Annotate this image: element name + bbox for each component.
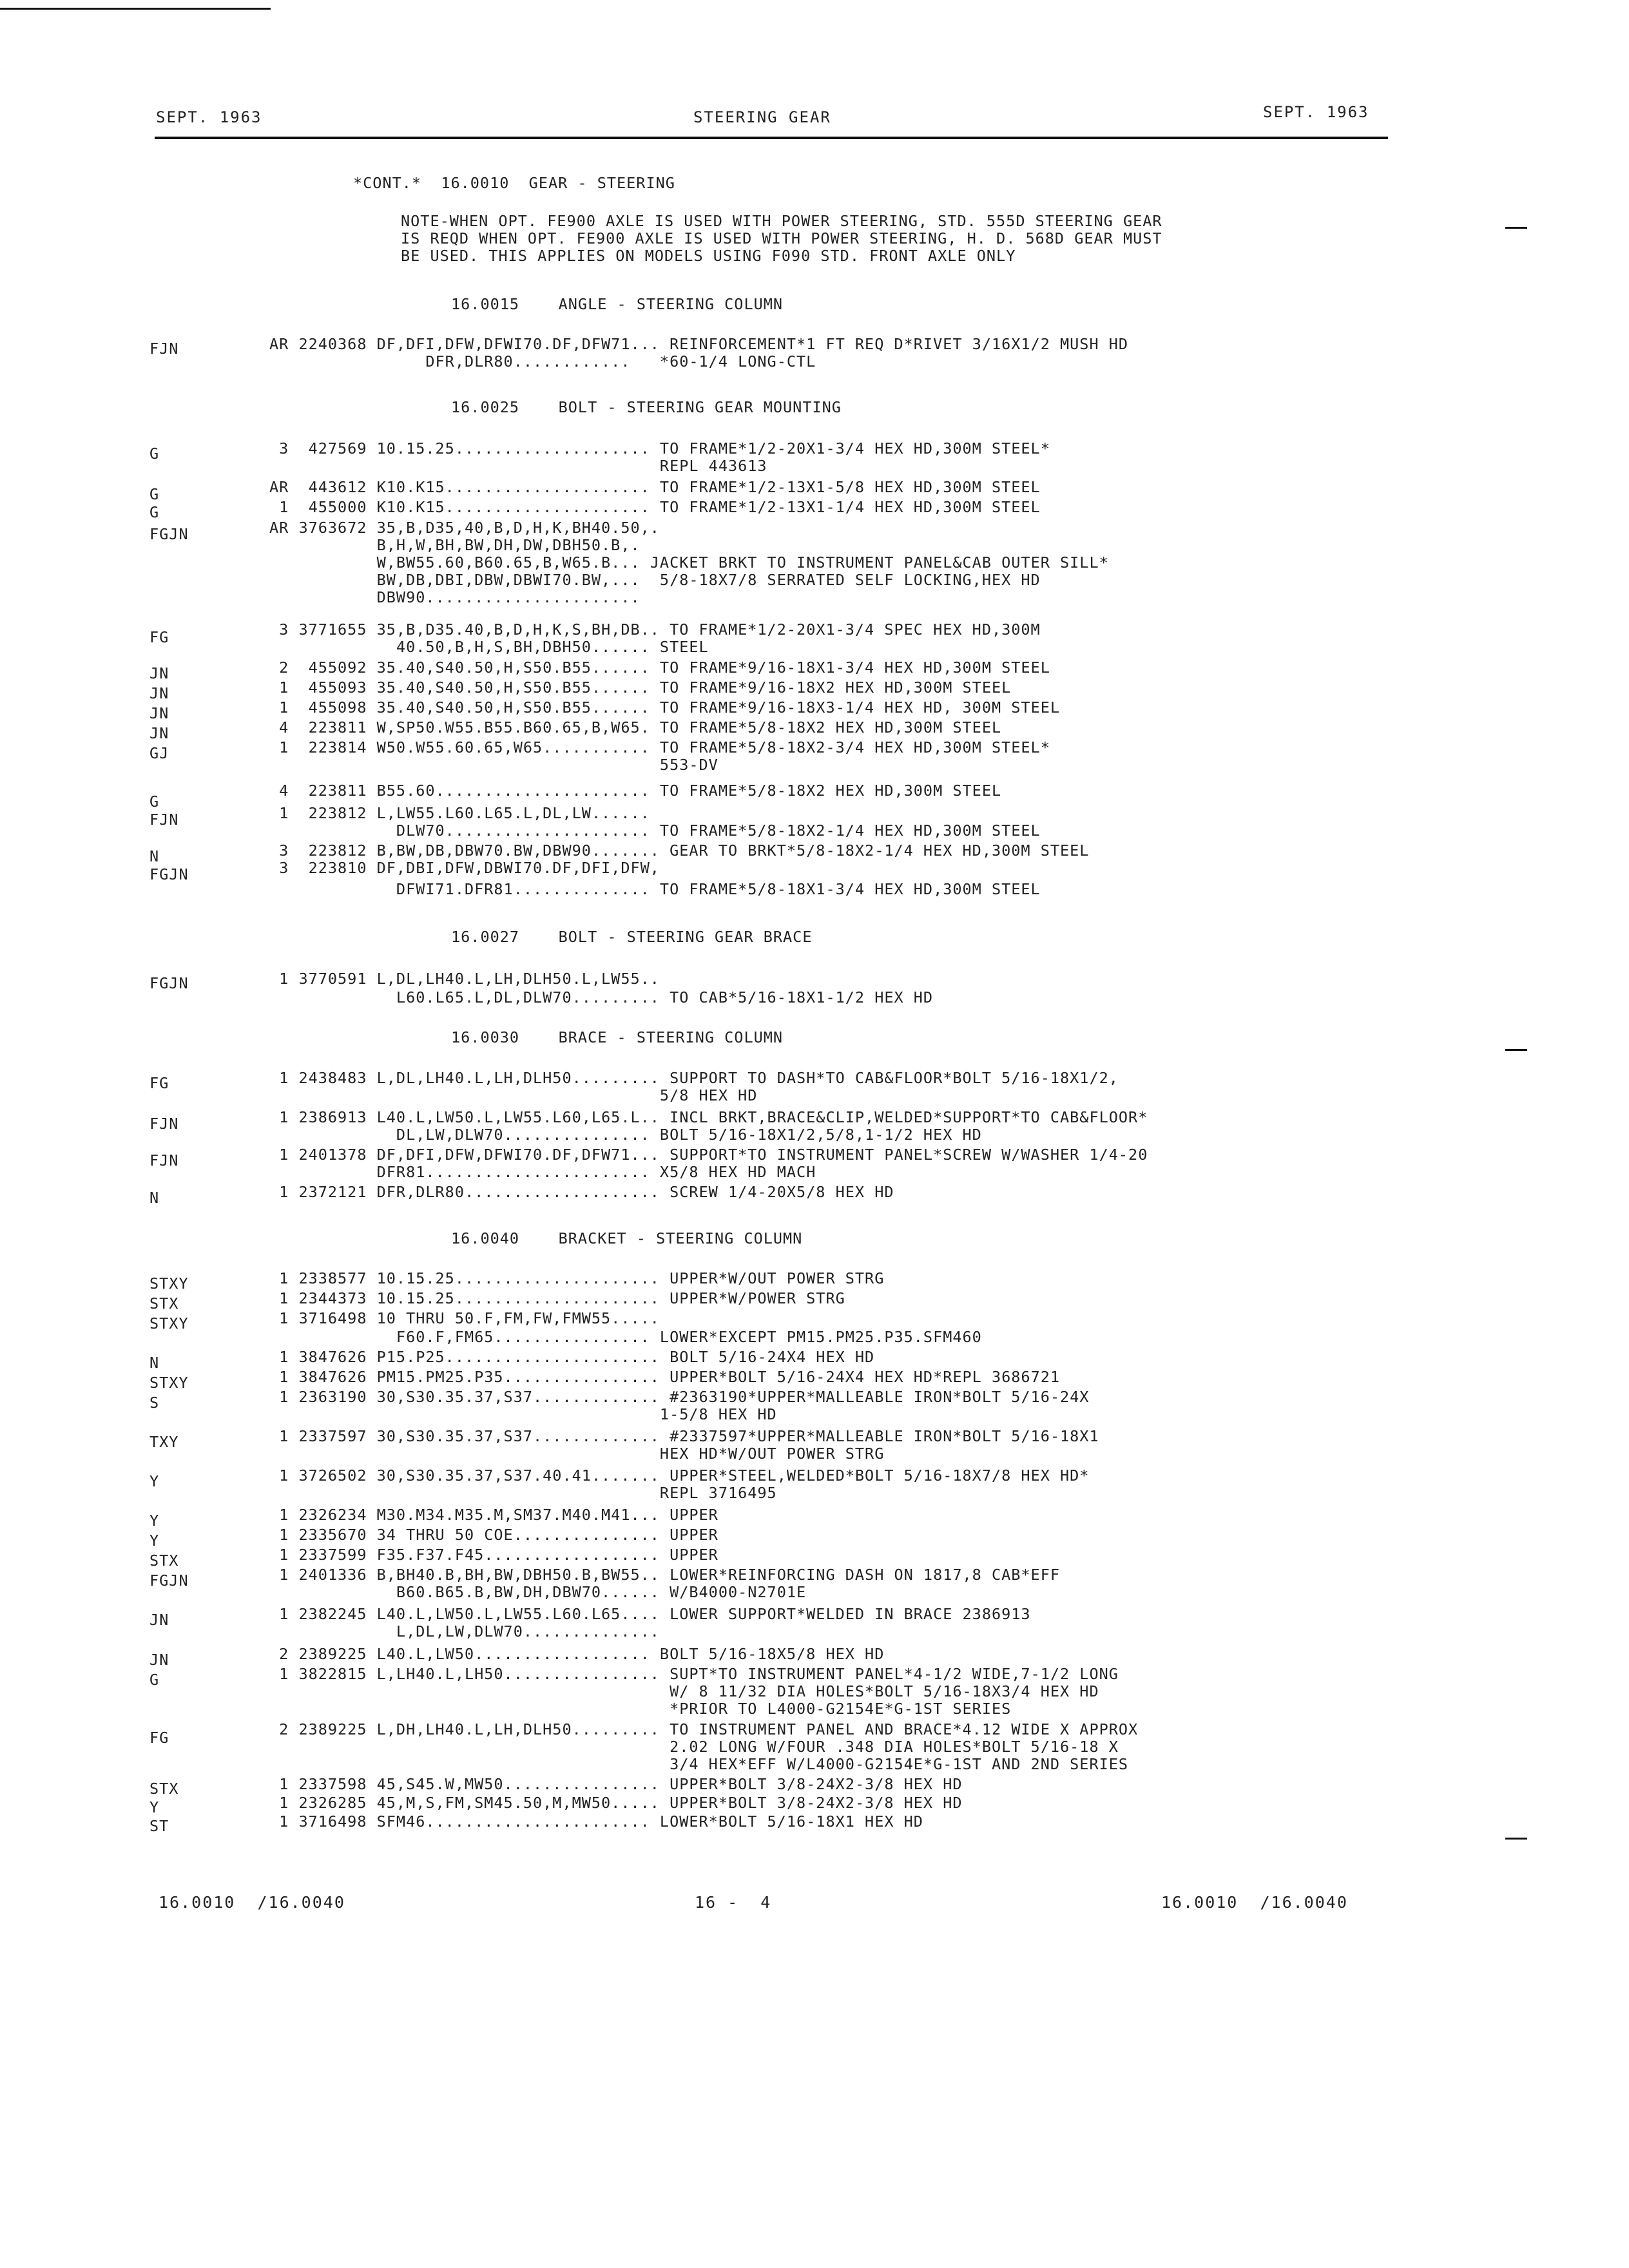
footer-page-number: 16 - 4 (695, 1893, 772, 1912)
text-line: 1 2344373 10.15.25..................... UPPER*W/POWER STRG (269, 1289, 845, 1307)
text-line: 2 2389225 L,DH,LH40.L,LH,DLH50......... TO INSTRUMENT PANEL AND BRACE*4.12 WIDE X APPROX (269, 1720, 1139, 1738)
text-line: 3 427569 10.15.25.................... TO FRAME*1/2-20X1-3/4 HEX HD,300M STEEL* (269, 439, 1050, 457)
text-line: L60.L65.L,DL,DLW70......... TO CAB*5/16-18X1-1/2 HEX HD (269, 988, 934, 1006)
text-line: GJ (149, 744, 169, 762)
text-line: FJN (149, 340, 179, 358)
text-line: JN (149, 684, 169, 702)
text-line: 1 2335670 34 THRU 50 COE............... UPPER (269, 1526, 718, 1544)
text-line: FG (149, 1729, 169, 1747)
text-line: 4 223811 B55.60...................... TO FRAME*5/8-18X2 HEX HD,300M STEEL (269, 782, 1002, 800)
text-line: *CONT.* 16.0010 GEAR - STEERING (353, 174, 675, 192)
text-line: 2.02 LONG W/FOUR .348 DIA HOLES*BOLT 5/16-18 X (269, 1738, 1119, 1756)
text-line: STX (149, 1780, 179, 1798)
text-line: 16.0015 ANGLE - STEERING COLUMN (451, 295, 784, 313)
text-line: JN (149, 1611, 169, 1629)
text-line: REPL 443613 (269, 457, 767, 475)
text-line: G (149, 1671, 160, 1689)
text-line: 1 2338577 10.15.25..................... UPPER*W/OUT POWER STRG (269, 1269, 885, 1287)
text-line: 1 3822815 L,LH40.L,LH50................ SUPT*TO INSTRUMENT PANEL*4-1/2 WIDE,7-1/2 LONG (269, 1665, 1119, 1683)
text-line: HEX HD*W/OUT POWER STRG (269, 1445, 885, 1463)
text-line: 1 2326234 M30.M34.M35.M,SM37.M40.M41... UPPER (269, 1506, 718, 1524)
text-line: 553-DV (269, 756, 718, 774)
text-line: JN (149, 664, 169, 682)
text-line: 3 223812 B,BW,DB,DBW70.BW,DBW90....... GEAR TO BRKT*5/8-18X2-1/4 HEX HD,300M STEEL (269, 841, 1090, 860)
text-line: DLW70..................... TO FRAME*5/8-18X2-1/4 HEX HD,300M STEEL (269, 822, 1041, 840)
text-line: STXY (149, 1314, 189, 1332)
text-line: 1 2337599 F35.F37.F45.................. UPPER (269, 1546, 718, 1564)
text-line: 1 2337598 45,S45.W,MW50................ UPPER*BOLT 3/8-24X2-3/8 HEX HD (269, 1775, 963, 1793)
text-line: G (149, 445, 160, 463)
header-title: STEERING GEAR (693, 108, 831, 126)
text-line: N (149, 847, 160, 865)
text-line: 40.50,B,H,S,BH,DBH50...... STEEL (269, 638, 709, 656)
text-line: DFR81....................... X5/8 HEX HD MACH (269, 1163, 816, 1181)
text-line: AR 3763672 35,B,D35,40,B,D,H,K,BH40.50,. (269, 519, 660, 537)
text-line: Y (149, 1798, 160, 1816)
text-line: FG (149, 1074, 169, 1092)
text-line: JN (149, 704, 169, 722)
text-line: Y (149, 1512, 160, 1530)
text-line: STXY (149, 1374, 189, 1392)
text-line: 1 3847626 P15.P25...................... BOLT 5/16-24X4 HEX HD (269, 1348, 875, 1366)
text-line: W/ 8 11/32 DIA HOLES*BOLT 5/16-18X3/4 HEX HD (269, 1682, 1099, 1700)
text-line: N (149, 1189, 160, 1207)
text-line: W,BW55.60,B60.65,B,W65.B... JACKET BRKT TO INSTRUMENT PANEL&CAB OUTER SILL* (269, 553, 1109, 572)
margin-tick (1505, 1049, 1527, 1051)
text-line: 1 3770591 L,DL,LH40.L,LH,DLH50.L,LW55.. (269, 970, 660, 988)
text-line: L,DL,LW,DLW70.............. (269, 1622, 660, 1640)
text-line: DFR,DLR80............ *60-1/4 LONG-CTL (269, 352, 816, 370)
text-line: 1 223812 L,LW55.L60.L65.L,DL,LW...... (269, 804, 650, 822)
text-line: 1 455098 35.40,S40.50,H,S50.B55...... TO FRAME*9/16-18X3-1/4 HEX HD, 300M STEEL (269, 698, 1061, 716)
text-line: 3 3771655 35,B,D35.40,B,D,H,K,S,BH,DB.. TO FRAME*1/2-20X1-3/4 SPEC HEX HD,300M (269, 620, 1041, 639)
header-date-right: SEPT. 1963 (1263, 103, 1369, 121)
text-line: FGJN (149, 865, 189, 883)
text-line: FJN (149, 1151, 179, 1169)
text-line: STX (149, 1294, 179, 1312)
text-line: 1 223814 W50.W55.60.65,W65........... TO FRAME*5/8-18X2-3/4 HEX HD,300M STEEL* (269, 738, 1050, 756)
text-line: ST (149, 1817, 169, 1835)
text-line: 1 2382245 L40.L,LW50.L,LW55.L60.L65.... LOWER SUPPORT*WELDED IN BRACE 2386913 (269, 1605, 1031, 1623)
text-line: FGJN (149, 974, 189, 992)
text-line: STXY (149, 1274, 189, 1293)
margin-tick (1505, 1838, 1527, 1840)
text-line: DBW90...................... (269, 588, 641, 606)
text-line: JN (149, 1651, 169, 1669)
text-line: G (149, 793, 160, 811)
text-line: 3/4 HEX*EFF W/L4000-G2154E*G-1ST AND 2ND SERIES (269, 1755, 1129, 1773)
text-line: AR 2240368 DF,DFI,DFW,DFWI70.DF,DFW71... REINFORCEMENT*1 FT REQ D*RIVET 3/16X1/2 MUSH HD (269, 335, 1129, 353)
text-line: B,H,W,BH,BW,DH,DW,DBH50.B,. (269, 536, 641, 554)
scan-top-line (0, 8, 271, 10)
text-line: 1 2326285 45,M,S,FM,SM45.50,M,MW50..... UPPER*BOLT 3/8-24X2-3/8 HEX HD (269, 1794, 963, 1812)
footer-range-right: 16.0010 /16.0040 (1161, 1893, 1348, 1912)
text-line: Y (149, 1472, 160, 1490)
text-line: 1 2438483 L,DL,LH40.L,LH,DLH50......... SUPPORT TO DASH*TO CAB&FLOOR*BOLT 5/16-18X1/2, (269, 1069, 1119, 1087)
text-line: 2 2389225 L40.L,LW50.................. BOLT 5/16-18X5/8 HEX HD (269, 1645, 885, 1663)
text-line: AR 443612 K10.K15..................... TO FRAME*1/2-13X1-5/8 HEX HD,300M STEEL (269, 478, 1041, 496)
text-line: 2 455092 35.40,S40.50,H,S50.B55...... TO FRAME*9/16-18X1-3/4 HEX HD,300M STEEL (269, 658, 1050, 677)
text-line: 1 2337597 30,S30.35.37,S37............. #2337597*UPPER*MALLEABLE IRON*BOLT 5/16-18X1 (269, 1427, 1099, 1445)
text-line: 1 2386913 L40.L,LW50.L,LW55.L60,L65.L.. INCL BRKT,BRACE&CLIP,WELDED*SUPPORT*TO CAB&FLOOR* (269, 1108, 1148, 1126)
text-line: N (149, 1354, 160, 1372)
text-line: B60.B65.B,BW,DH,DBW70...... W/B4000-N2701E (269, 1583, 807, 1601)
text-line: TXY (149, 1433, 179, 1451)
text-line: REPL 3716495 (269, 1484, 777, 1502)
text-line: 1 2363190 30,S30.35.37,S37............. #2363190*UPPER*MALLEABLE IRON*BOLT 5/16-24X (269, 1388, 1090, 1406)
text-line: FJN (149, 1115, 179, 1133)
text-line: 4 223811 W,SP50.W55.B55.B60.65,B,W65. TO FRAME*5/8-18X2 HEX HD,300M STEEL (269, 718, 1002, 736)
text-line: DFWI71.DFR81.............. TO FRAME*5/8-18X1-3/4 HEX HD,300M STEEL (269, 880, 1041, 898)
text-line: 1 2372121 DFR,DLR80.................... SCREW 1/4-20X5/8 HEX HD (269, 1183, 894, 1201)
text-line: FGJN (149, 1571, 189, 1590)
text-line: 1 3847626 PM15.PM25.P35................ UPPER*BOLT 5/16-24X4 HEX HD*REPL 3686721 (269, 1368, 1061, 1386)
text-line: FG (149, 628, 169, 646)
text-line: 1 2401378 DF,DFI,DFW,DFWI70.DF,DFW71... SUPPORT*TO INSTRUMENT PANEL*SCREW W/WASHER 1/4-20 (269, 1146, 1148, 1164)
text-line: G (149, 503, 160, 521)
text-line: DL,LW,DLW70............... BOLT 5/16-18X1/2,5/8,1-1/2 HEX HD (269, 1126, 982, 1144)
text-line: BW,DB,DBI,DBW,DBWI70.BW,... 5/8-18X7/8 SERRATED SELF LOCKING,HEX HD (269, 571, 1041, 589)
text-line: Y (149, 1532, 160, 1550)
text-line: 16.0025 BOLT - STEERING GEAR MOUNTING (451, 398, 842, 416)
text-line: 1 3716498 SFM46....................... LOWER*BOLT 5/16-18X1 HEX HD (269, 1812, 923, 1831)
text-line: *PRIOR TO L4000-G2154E*G-1ST SERIES (269, 1700, 1012, 1718)
text-line: 3 223810 DF,DBI,DFW,DBWI70.DF,DFI,DFW, (269, 859, 660, 877)
text-line: 16.0027 BOLT - STEERING GEAR BRACE (451, 928, 813, 946)
text-line: 1 3726502 30,S30.35.37,S37.40.41....... UPPER*STEEL,WELDED*BOLT 5/16-18X7/8 HEX HD* (269, 1466, 1090, 1485)
text-line: G (149, 485, 160, 503)
text-line: 1 455000 K10.K15..................... TO FRAME*1/2-13X1-1/4 HEX HD,300M STEEL (269, 498, 1041, 516)
margin-tick (1505, 227, 1527, 229)
text-line: S (149, 1394, 160, 1412)
text-line: 1-5/8 HEX HD (269, 1405, 777, 1423)
text-line: F60.F,FM65................ LOWER*EXCEPT PM15.PM25.P35.SFM460 (269, 1328, 982, 1346)
text-line: 1 2401336 B,BH40.B,BH,BW,DBH50.B,BW55.. LOWER*REINFORCING DASH ON 1817,8 CAB*EFF (269, 1566, 1061, 1584)
text-line: IS REQD WHEN OPT. FE900 AXLE IS USED WITH POWER STEERING, H. D. 568D GEAR MUST (401, 229, 1162, 247)
footer-range-left: 16.0010 /16.0040 (159, 1893, 345, 1912)
header-rule (155, 137, 1388, 139)
header-date-left: SEPT. 1963 (156, 108, 262, 126)
text-line: JN (149, 724, 169, 742)
text-line: FGJN (149, 525, 189, 543)
text-line: 1 455093 35.40,S40.50,H,S50.B55...... TO FRAME*9/16-18X2 HEX HD,300M STEEL (269, 678, 1012, 697)
text-line: 16.0030 BRACE - STEERING COLUMN (451, 1028, 784, 1046)
text-line: 16.0040 BRACKET - STEERING COLUMN (451, 1229, 803, 1247)
text-line: 1 3716498 10 THRU 50.F,FM,FW,FMW55..... (269, 1309, 660, 1327)
text-line: FJN (149, 811, 179, 829)
text-line: NOTE-WHEN OPT. FE900 AXLE IS USED WITH POWER STEERING, STD. 555D STEERING GEAR (401, 212, 1162, 230)
text-line: 5/8 HEX HD (269, 1086, 758, 1104)
text-line: BE USED. THIS APPLIES ON MODELS USING F090 STD. FRONT AXLE ONLY (401, 247, 1016, 265)
text-line: STX (149, 1552, 179, 1570)
